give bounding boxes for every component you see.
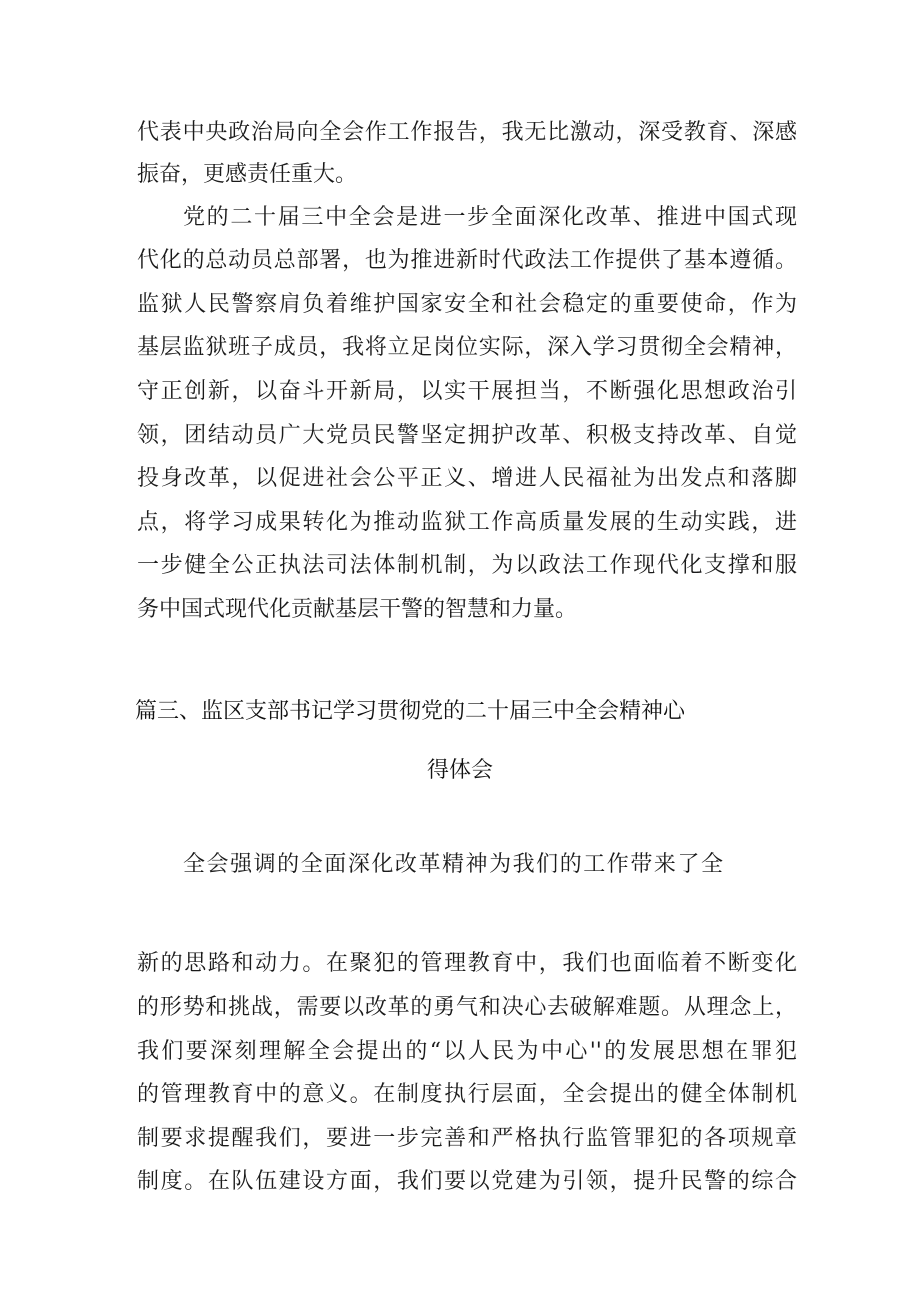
paragraph-2-line: 守正创新，以奋斗开新局，以实干展担当，不断强化思想政治引 (137, 379, 797, 404)
section-title-line-1: 篇三、监区支部书记学习贯彻党的二十届三中全会精神心 (135, 699, 686, 724)
paragraph-2-line: 投身改革，以促进社会公平正义、增进人民福祉为出发点和落脚 (137, 466, 797, 491)
paragraph-1-line: 代表中央政治局向全会作工作报告，我无比激动，深受教育、深感 (137, 120, 797, 145)
paragraph-2-line: 基层监狱班子成员，我将立足岗位实际，深入学习贯彻全会精神， (137, 335, 797, 360)
section-title-line-2: 得体会 (427, 758, 494, 783)
paragraph-1-line: 振奋，更感责任重大。 (137, 162, 358, 187)
paragraph-3-first-line: 全会强调的全面深化改革精神为我们的工作带来了全 (183, 852, 723, 877)
paragraph-3-line: 新的思路和动力。在聚犯的管理教育中，我们也面临着不断变化 (137, 951, 797, 976)
paragraph-2-line: 务中国式现代化贡献基层干警的智慧和力量。 (137, 597, 578, 622)
paragraph-2-line: 监狱人民警察肩负着维护国家安全和社会稳定的重要使命，作为 (137, 292, 797, 317)
paragraph-3-line: 的形势和挑战，需要以改革的勇气和决心去破解难题。从理念上， (137, 995, 797, 1020)
paragraph-3-line: 制度。在队伍建设方面，我们要以党建为引领，提升民警的综合 (137, 1169, 797, 1194)
paragraph-2-line: 领，团结动员广大党员民警坚定拥护改革、积极支持改革、自觉 (137, 423, 797, 448)
paragraph-3-line: 我们要深刻理解全会提出的“以人民为中心''的发展思想在罪犯 (137, 1039, 797, 1064)
paragraph-3-line: 制要求提醒我们，要进一步完善和严格执行监管罪犯的各项规章 (137, 1126, 797, 1151)
paragraph-2-line: 点，将学习成果转化为推动监狱工作高质量发展的生动实践，进 (137, 510, 797, 535)
paragraph-2-line: 党的二十届三中全会是进一步全面深化改革、推进中国式现 (183, 205, 797, 230)
paragraph-2-line: 代化的总动员总部署，也为推进新时代政法工作提供了基本遵循。 (137, 248, 797, 273)
paragraph-3-line: 的管理教育中的意义。在制度执行层面，全会提出的健全体制机 (137, 1082, 797, 1107)
paragraph-2-line: 一步健全公正执法司法体制机制，为以政法工作现代化支撑和服 (137, 553, 797, 578)
